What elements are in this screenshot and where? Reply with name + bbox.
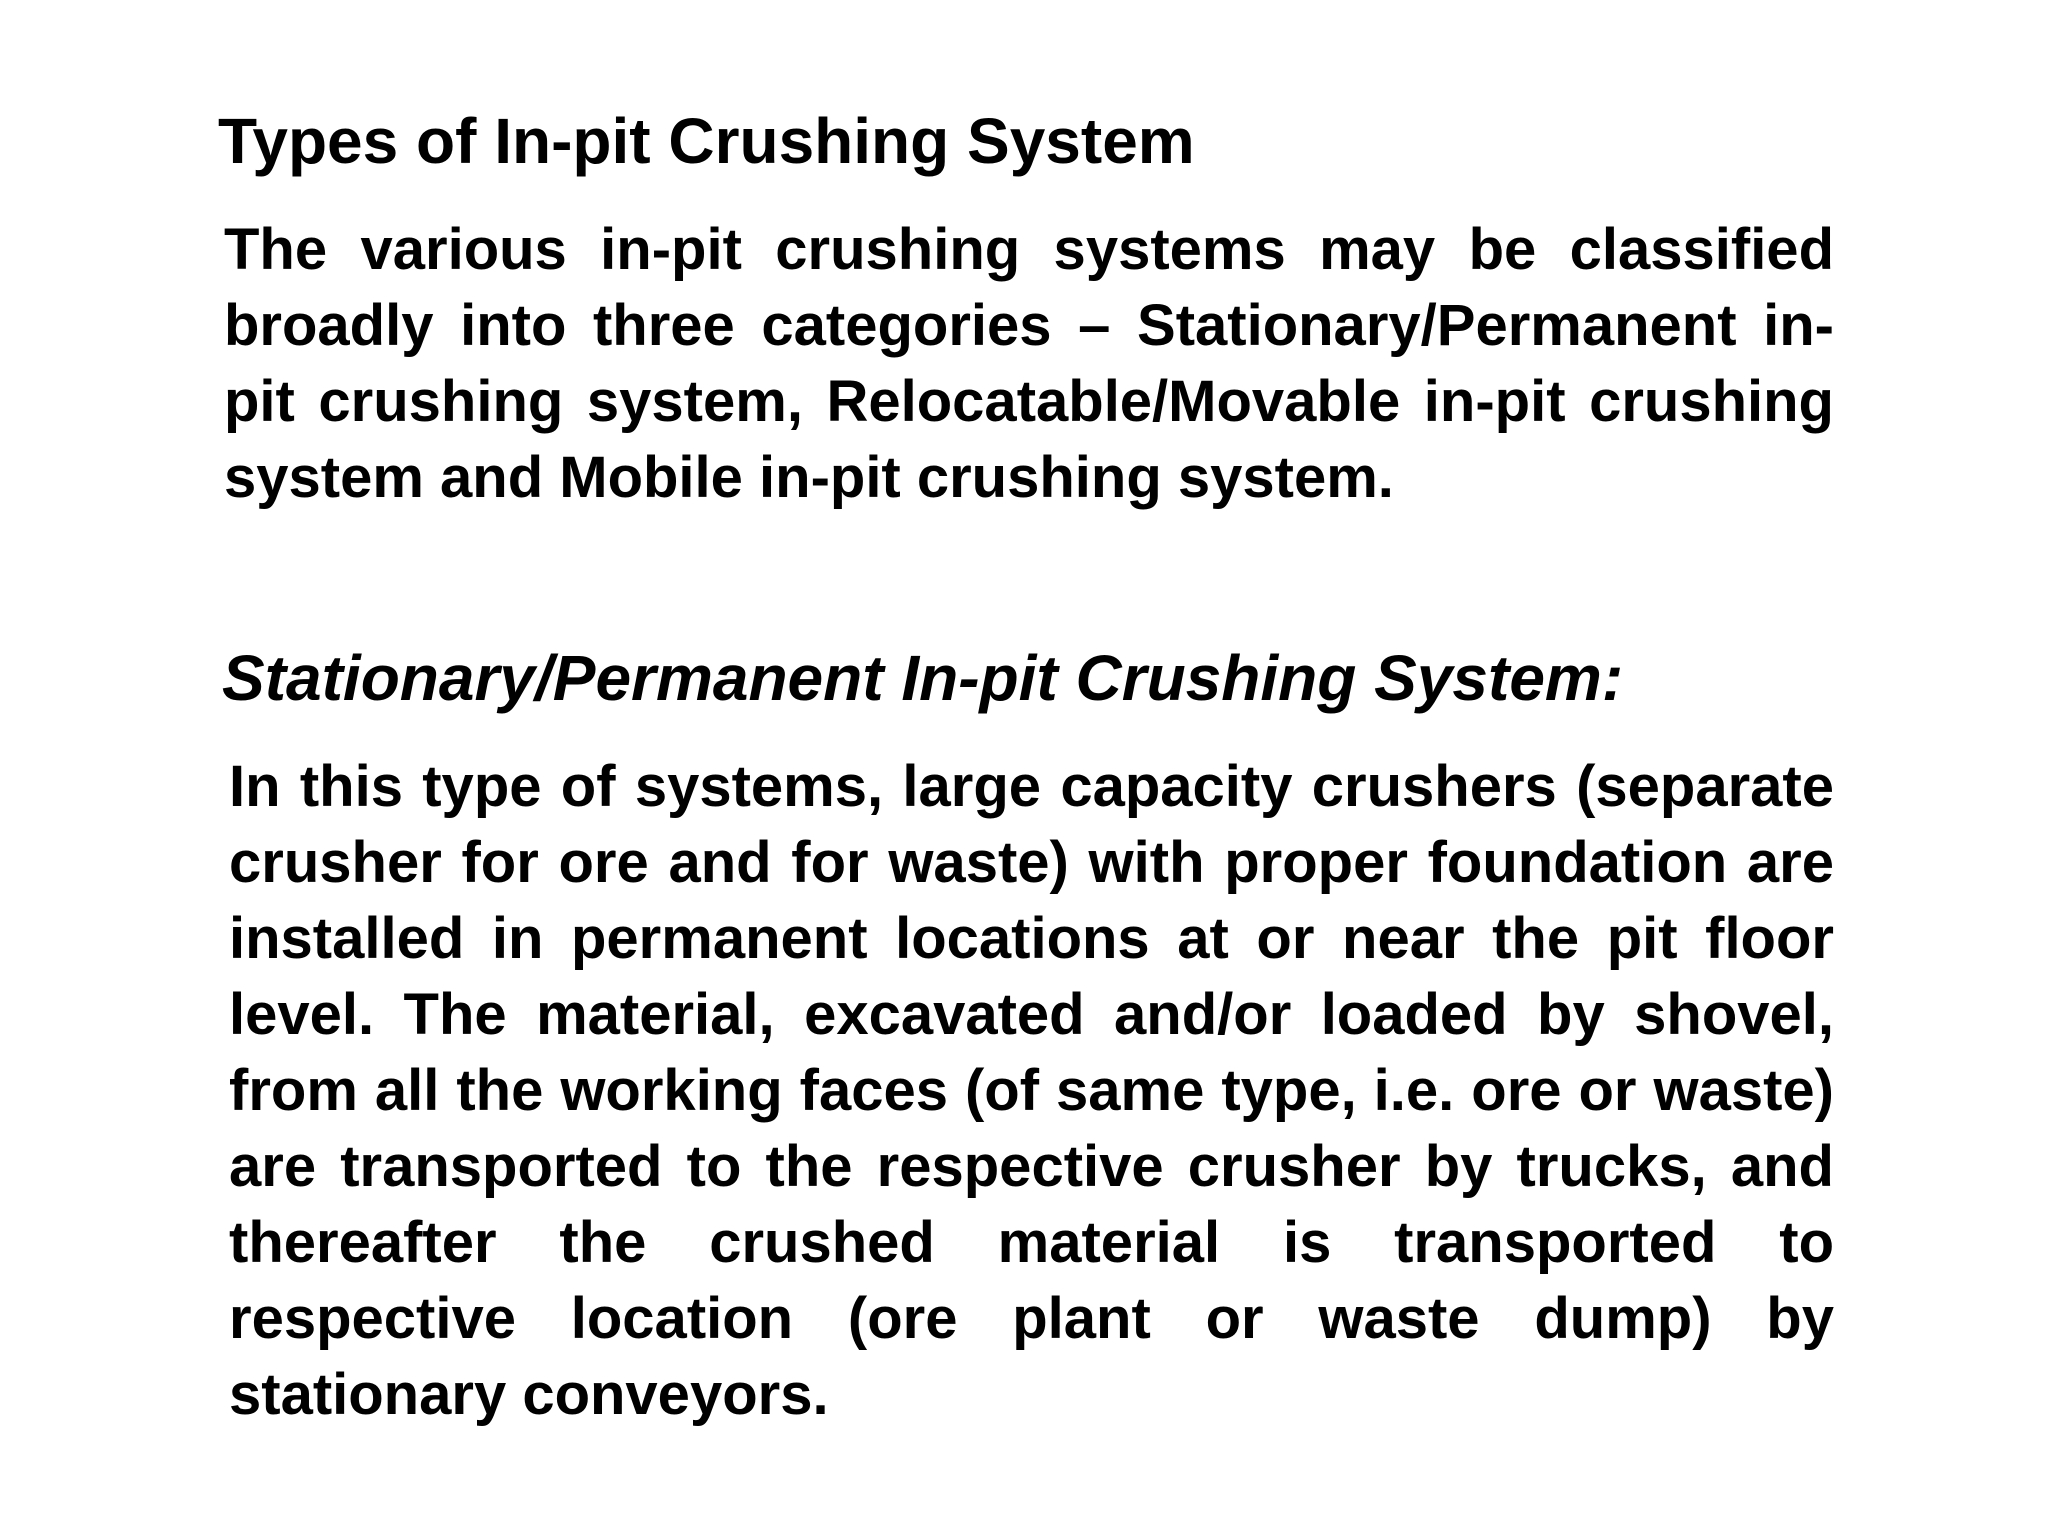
intro-paragraph: The various in-pit crushing systems may be classified broadly into three categories – Stationary/Permanent in-pit crushing system, Relocatable/Movable in-pit crushing system and Mobile in-pit crushing system. [224, 217, 1834, 510]
slide-heading: Types of In-pit Crushing System [218, 105, 1195, 177]
section-subheading: Stationary/Permanent In-pit Crushing System: [222, 642, 1624, 714]
detail-paragraph: In this type of systems, large capacity crushers (separate crusher for ore and for waste) with proper foundation are installed in permanent locations at or near the pit floor level. The material, excavated and/or loaded by shovel, from all the working faces (of same type, i.e. ore or waste) are transported to the respective crusher by trucks, and thereafter the crushed material is transported to respective location (ore plant or waste dump) by stationary conveyors. [229, 754, 1834, 1427]
